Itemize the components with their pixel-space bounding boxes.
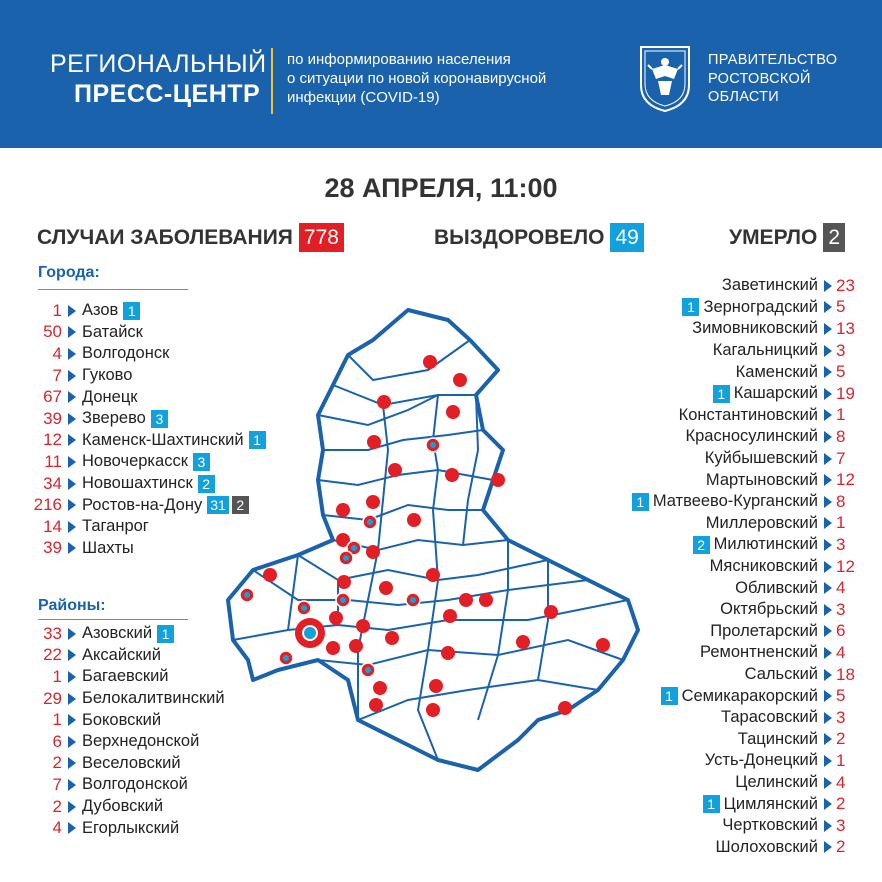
brand-title-line1: РЕГИОНАЛЬНЫЙ: [50, 50, 267, 78]
arrow-right-icon: [824, 690, 832, 702]
area-name: Каменск-Шахтинский: [82, 430, 244, 449]
area-name: Новошахтинск: [82, 474, 193, 493]
area-name: Целинский: [735, 773, 818, 792]
list-item: [0, 645, 161, 667]
arrow-right-icon: [68, 628, 76, 640]
arrow-right-icon: [824, 841, 832, 853]
districts-heading: Районы:: [38, 597, 106, 614]
list-item: [0, 386, 138, 408]
cities-heading-underline: [38, 289, 188, 290]
case-count: 1: [836, 405, 846, 425]
area-name: Мясниковский: [709, 557, 818, 576]
arrow-right-icon: [68, 801, 76, 813]
rostov-on-don-marker: [295, 618, 325, 648]
arrow-right-icon: [68, 370, 76, 382]
list-item: [404, 837, 874, 859]
case-count: 3: [836, 599, 846, 619]
case-count: 2: [836, 729, 846, 749]
list-item: [0, 451, 210, 473]
list-item: [404, 275, 874, 297]
list-item: [0, 322, 143, 344]
recovered-value: 49: [610, 223, 643, 252]
rostov-region-map: [208, 300, 648, 780]
arrow-right-icon: [824, 388, 832, 400]
case-count: 8: [836, 491, 846, 511]
arrow-right-icon: [824, 323, 832, 335]
area-name: Зимовниковский: [692, 319, 818, 338]
list-item: [0, 623, 174, 645]
case-count: 23: [836, 275, 855, 295]
report-date: 28 АПРЕЛЯ, 11:00: [324, 173, 558, 203]
area-name: Октябрьский: [720, 600, 818, 619]
area-name: Чертковский: [722, 816, 818, 835]
case-count: 1: [836, 750, 846, 770]
area-name: Тацинский: [737, 729, 818, 748]
list-item: [0, 709, 161, 731]
case-count: 1: [836, 513, 846, 533]
recovered-label: ВЫЗДОРОВЕЛО: [434, 225, 605, 249]
cases-label: СЛУЧАИ ЗАБОЛЕВАНИЯ: [37, 225, 293, 249]
case-count: 216: [33, 495, 62, 515]
area-name: Волгодонск: [82, 344, 170, 363]
area-name: Мартыновский: [705, 470, 818, 489]
case-count: 67: [43, 387, 62, 407]
arrow-right-icon: [824, 366, 832, 378]
case-count: 13: [836, 318, 855, 338]
area-name: Заветинский: [721, 276, 818, 295]
list-item: [0, 753, 181, 775]
case-count: 1: [52, 300, 62, 320]
area-name: Зерноградский: [703, 297, 818, 316]
recovered-badge: 1: [157, 625, 174, 643]
recovered-badge: 2: [198, 475, 215, 493]
arrow-right-icon: [824, 431, 832, 443]
area-name: Цимлянский: [723, 794, 818, 813]
cases-value: 778: [299, 223, 344, 252]
arrow-right-icon: [824, 820, 832, 832]
case-count: 2: [836, 794, 846, 814]
recovered-badge: 1: [713, 385, 730, 403]
districts-heading-underline: [38, 619, 188, 620]
case-count: 3: [836, 707, 846, 727]
case-count: 7: [836, 448, 846, 468]
list-item: [0, 300, 140, 322]
list-item: [0, 408, 168, 430]
arrow-right-icon: [824, 280, 832, 292]
arrow-right-icon: [68, 714, 76, 726]
list-item: [0, 365, 132, 387]
area-name: Обливский: [735, 578, 818, 597]
brand-title-line2: ПРЕСС-ЦЕНТР: [74, 80, 261, 108]
case-count: 7: [52, 365, 62, 385]
area-name: Зверево: [82, 409, 146, 428]
arrow-right-icon: [824, 345, 832, 357]
arrow-right-icon: [824, 669, 832, 681]
case-count: 11: [44, 451, 62, 471]
area-name: Миллеровский: [705, 513, 818, 532]
government-name-line: ОБЛАСТИ: [708, 89, 780, 105]
recovered-badge: 3: [193, 453, 210, 471]
list-item: [0, 796, 163, 818]
arrow-right-icon: [824, 517, 832, 529]
cases-stat: [37, 223, 344, 252]
brand-divider: [271, 48, 273, 114]
area-name: Красносулинский: [685, 427, 818, 446]
area-name: Шахты: [82, 538, 134, 557]
arrow-right-icon: [68, 671, 76, 683]
arrow-right-icon: [68, 478, 76, 490]
government-name-line: ПРАВИТЕЛЬСТВО: [708, 52, 838, 68]
area-name: Волгодонской: [82, 775, 188, 794]
recovered-badge: 1: [123, 302, 140, 320]
list-item: [0, 731, 199, 753]
area-name: Аксайский: [82, 645, 161, 664]
area-name: Багаевский: [82, 667, 169, 686]
header-banner: [0, 0, 882, 148]
recovered-badge: 1: [632, 493, 649, 511]
case-count: 5: [836, 297, 846, 317]
arrow-right-icon: [824, 604, 832, 616]
case-count: 5: [836, 362, 846, 382]
case-count: 39: [43, 408, 62, 428]
recovered-badge: 1: [661, 687, 678, 705]
case-count: 22: [43, 645, 62, 665]
case-count: 6: [52, 731, 62, 751]
arrow-right-icon: [824, 733, 832, 745]
recovered-badge: 31: [207, 496, 229, 514]
case-count: 2: [836, 837, 846, 857]
area-name: Каменский: [735, 362, 818, 381]
arrow-right-icon: [68, 391, 76, 403]
area-name: Азовский: [82, 624, 153, 643]
arrow-right-icon: [824, 539, 832, 551]
arrow-right-icon: [824, 755, 832, 767]
area-name: Усть-Донецкий: [704, 751, 818, 770]
area-name: Дубовский: [82, 797, 164, 816]
brand-description-line: о ситуации по новой коронавирусной: [287, 70, 547, 87]
deaths-badge: 2: [232, 496, 249, 514]
area-name: Кагальницкий: [712, 341, 818, 360]
arrow-right-icon: [824, 474, 832, 486]
coat-of-arms-icon: [638, 45, 692, 113]
brand-description-line: инфекции (COVID-19): [287, 89, 440, 106]
area-name: Ростов-на-Дону: [82, 495, 203, 514]
list-item: [404, 815, 874, 837]
arrow-right-icon: [68, 348, 76, 360]
case-count: 18: [836, 664, 855, 684]
case-count: 1: [52, 710, 62, 730]
list-item: [0, 688, 225, 710]
area-name: Кашарский: [733, 384, 818, 403]
case-count: 8: [836, 426, 846, 446]
government-name: [708, 51, 837, 107]
arrow-right-icon: [824, 582, 832, 594]
case-count: 1: [52, 666, 62, 686]
arrow-right-icon: [68, 693, 76, 705]
case-count: 12: [836, 470, 855, 490]
arrow-right-icon: [68, 779, 76, 791]
arrow-right-icon: [68, 413, 76, 425]
list-item: [404, 793, 874, 815]
region-outline: [228, 310, 638, 770]
case-count: 5: [836, 686, 846, 706]
deaths-stat: [729, 223, 845, 252]
area-name: Сальский: [744, 665, 818, 684]
area-name: Константиновский: [678, 405, 818, 424]
recovered-badge: 1: [249, 431, 266, 449]
area-name: Егорлыкский: [82, 818, 180, 837]
arrow-right-icon: [824, 409, 832, 421]
area-name: Пролетарский: [710, 621, 818, 640]
area-name: Новочеркасск: [82, 452, 188, 471]
arrow-right-icon: [68, 542, 76, 554]
area-name: Матвеево-Курганский: [652, 492, 818, 511]
area-name: Белокалитвинский: [82, 689, 225, 708]
recovered-stat: [434, 223, 644, 252]
area-name: Веселовский: [82, 753, 181, 772]
brand-description: [287, 50, 607, 107]
arrow-right-icon: [68, 736, 76, 748]
case-count: 14: [43, 516, 62, 536]
recovered-badge: 1: [682, 298, 699, 316]
case-count: 39: [43, 538, 62, 558]
case-count: 29: [43, 688, 62, 708]
area-name: Боковский: [82, 710, 162, 729]
government-name-line: РОСТОВСКОЙ: [708, 70, 811, 87]
arrow-right-icon: [824, 561, 832, 573]
recovered-badge: 2: [693, 536, 710, 554]
arrow-right-icon: [68, 434, 76, 446]
brand-description-line: по информированию населения: [287, 51, 511, 68]
area-name: Батайск: [82, 322, 143, 341]
case-count: 2: [52, 753, 62, 773]
list-item: [0, 666, 169, 688]
area-name: Шолоховский: [715, 837, 818, 856]
case-count: 4: [836, 578, 846, 598]
list-item: [0, 473, 215, 495]
arrow-right-icon: [68, 499, 76, 511]
case-count: 4: [836, 772, 846, 792]
arrow-right-icon: [824, 496, 832, 508]
case-count: 4: [52, 343, 62, 363]
area-name: Донецк: [82, 387, 138, 406]
arrow-right-icon: [824, 712, 832, 724]
arrow-right-icon: [824, 625, 832, 637]
case-count: 4: [52, 818, 62, 838]
recovered-badge: 3: [151, 410, 168, 428]
recovered-badge: 1: [703, 795, 720, 813]
arrow-right-icon: [824, 453, 832, 465]
list-item: [0, 538, 134, 560]
area-name: Гуково: [82, 366, 133, 385]
case-count: 34: [43, 473, 62, 493]
cities-heading: Города:: [38, 264, 100, 281]
arrow-right-icon: [824, 647, 832, 659]
case-count: 7: [52, 774, 62, 794]
deaths-label: УМЕРЛО: [729, 225, 818, 249]
case-count: 3: [836, 340, 846, 360]
area-name: Тарасовский: [721, 708, 818, 727]
case-count: 3: [836, 815, 846, 835]
case-count: 12: [43, 430, 62, 450]
case-count: 6: [836, 621, 846, 641]
arrow-right-icon: [68, 456, 76, 468]
arrow-right-icon: [68, 326, 76, 338]
area-name: Таганрог: [82, 517, 149, 536]
deaths-value: 2: [823, 223, 845, 252]
area-name: Азов: [82, 301, 119, 320]
case-count: 12: [836, 556, 855, 576]
area-name: Ремонтненский: [700, 643, 818, 662]
arrow-right-icon: [68, 822, 76, 834]
case-count: 33: [43, 623, 62, 643]
arrow-right-icon: [68, 757, 76, 769]
case-count: 2: [52, 796, 62, 816]
area-name: Верхнедонской: [82, 732, 200, 751]
arrow-right-icon: [824, 777, 832, 789]
arrow-right-icon: [824, 301, 832, 313]
area-name: Милютинский: [713, 535, 818, 554]
area-name: Семикаракорский: [681, 686, 818, 705]
arrow-right-icon: [68, 649, 76, 661]
case-count: 4: [836, 642, 846, 662]
list-item: [0, 516, 149, 538]
area-name: Куйбышевский: [704, 449, 818, 468]
list-item: [0, 343, 169, 365]
case-count: 19: [836, 383, 855, 403]
arrow-right-icon: [68, 305, 76, 317]
case-count: 50: [43, 322, 62, 342]
arrow-right-icon: [824, 798, 832, 810]
list-item: [0, 817, 179, 839]
list-item: [0, 774, 188, 796]
case-count: 3: [836, 534, 846, 554]
arrow-right-icon: [68, 521, 76, 533]
